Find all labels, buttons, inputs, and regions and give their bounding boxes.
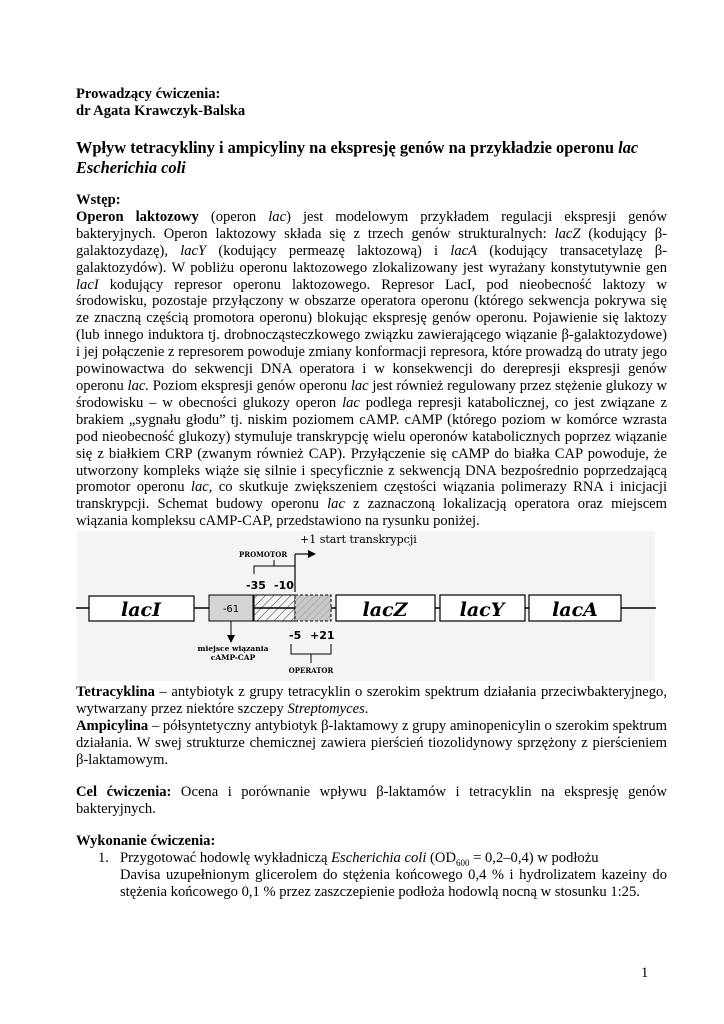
intro-text: ) jest modelowym przykładem regulacji ekspresji genów bakteryjnych. Operon laktozowy składa się z trzech genów strukturalnych: [76, 208, 667, 242]
gene-name: lac [268, 208, 287, 225]
pos-m61: -61 [222, 604, 240, 615]
intro-heading: Wstęp: [76, 192, 121, 208]
intro-text: podlega represji katabolicznej, co jest związane z brakiem „sygnału głodu” tj. niskim poziomem cAMP. cAMP (którego poziom w komórce wzrasta pod nieobecność glukozy) stymuluje transkrypcję wielu operonów katabolicznych poprzez wiązanie się z białkiem CRP (zwanym również CAP). Przyłączenie się cAMP do białka CAP powoduje, że utworzony kompleks wiąże się silnie i specyficznie z sekwencją DNA bezpośrednio poprzedzającą promotor operonu [76, 394, 668, 496]
execution-section [76, 833, 667, 901]
pos-p21: +21 [310, 629, 335, 642]
organism-name: Escherichia coli [331, 849, 427, 866]
intro-text: kodujący represor operonu laktozowego. Represor LacI, pod nieobecność laktozy w środowisku, pozostaje przyłączony w obszarze operatora operonu (którego sekwencja pokrywa się ze znaczną częścią promotora operonu) blokując ekspresję genów operonu. Pojawienie się laktozy (lub innego induktora tj. drobnocząsteczkowego związku zawierającego wiązanie β-galaktozydowe) i jej połączenie z represorem powoduje zmiany konformacji represora, które prowadzą do utraty jego powinowactwa do sekwencji DNA operatora i w konsekwencji do derepresji ekspresji genów operonu [76, 276, 667, 394]
gene-name: lac [342, 394, 360, 411]
intro-text: (kodujący permeazę laktozową) i [206, 242, 451, 259]
pos-m5: -5 [289, 629, 302, 642]
gene-name: lacA [450, 242, 478, 259]
title-organism: Escherichia coli [76, 158, 186, 177]
gene-laca-label: lacA [552, 599, 598, 621]
gene-name: lac [190, 479, 209, 496]
goal-text: Ocena i porównanie wpływu β-laktamów i tetracyklin na ekspresję genów bakteryjnych. [76, 784, 667, 817]
pos-m35: -35 [246, 579, 266, 592]
document-title [76, 138, 667, 178]
gene-name: lacZ [554, 225, 581, 242]
step-text: (OD [426, 849, 456, 866]
gene-name: lacI [76, 276, 99, 293]
gene-lacz-label: lacZ [362, 599, 408, 621]
goal-label: Cel ćwiczenia: [76, 784, 172, 800]
tetracycline-term: Tetracyklina [76, 684, 155, 700]
title-text: Wpływ tetracykliny i ampicyliny na ekspresję genów na przykładzie operonu [76, 138, 615, 157]
tetracycline-text: – antybiotyk z grupy tetracyklin o szerokim spektrum działania przeciwbakteryjnego, wytwarzany przez niektóre szczepy [76, 684, 667, 717]
author-block [76, 86, 245, 120]
ampicillin-term: Ampicylina [76, 717, 149, 734]
intro-paragraph [76, 209, 667, 530]
step-1-text [120, 850, 667, 901]
gene-laci-label: lacI [121, 599, 161, 621]
intro-text: , co skutkuje zwiększeniem częstości wiązania polimerazy RNA i inicjacji transkrypcji. Schemat budowy operonu [76, 479, 667, 513]
promotor-label: PROMOTOR [239, 550, 288, 559]
gene-name: lacY [180, 242, 207, 259]
cap-label-2: cAMP-CAP [210, 653, 256, 662]
operator-label: OPERATOR [288, 666, 334, 675]
step-1 [76, 850, 667, 901]
tetracycline-paragraph [76, 684, 667, 718]
pos-m10: -10 [274, 579, 294, 592]
step-text: Przygotować hodowlę wykładniczą [120, 849, 332, 866]
tetracycline-text-end: . [364, 700, 369, 717]
od-subscript: 600 [455, 857, 470, 868]
instructor-name: dr Agata Krawczyk-Balska [76, 103, 246, 119]
operon-term: Operon laktozowy [76, 208, 199, 225]
page-number: 1 [641, 965, 649, 981]
intro-text: (operon [198, 208, 269, 225]
operator-region [295, 595, 331, 621]
gene-name: lac [327, 496, 345, 513]
goal-paragraph [76, 784, 667, 818]
gene-name: lac. [127, 377, 150, 394]
intro-text: Poziom ekspresji genów operonu [149, 377, 351, 394]
instructor-label: Prowadzący ćwiczenia: [76, 86, 221, 102]
gene-lacy-label: lacY [459, 599, 505, 621]
intro-text: z zaznaczoną lokalizacją operatora oraz miejscem wiązania kompleksu cAMP-CAP, przedstawiono na rysunku poniżej. [76, 496, 668, 530]
step-text: = 0,2–0,4) w podłożu [469, 849, 599, 866]
intro-section [76, 192, 667, 530]
step-number: 1. [98, 849, 109, 866]
ampicillin-paragraph [76, 718, 667, 769]
goal-section [76, 784, 667, 818]
title-lac: lac [618, 138, 639, 157]
organism-name: Streptomyces [287, 700, 365, 717]
execution-heading: Wykonanie ćwiczenia: [76, 833, 216, 849]
start-label: +1 start transkrypcji [300, 533, 417, 546]
gene-name: lac [350, 377, 369, 394]
step-text: Davisa uzupełnionym glicerolem do stężenia końcowego 0,4 % i hydrolizatem kazeiny do stężenia końcowego 0,1 % przez zaszczepienie podłoża hodowlą nocną w stosunku 1:25. [120, 866, 667, 900]
promoter-region [254, 595, 295, 621]
intro-text: jest również regulowany przez stężenie glukozy w środowisku – w obecności glukozy operon [76, 377, 667, 411]
intro-text: (kodujący transacetylazę β-galaktozydów). W pobliżu operonu laktozowego zlokalizowany jest wyrażany konstytutywnie gen [76, 242, 667, 276]
antibiotics-section [76, 684, 667, 769]
cap-label-1: miejsce wiązania [197, 644, 269, 653]
intro-text: (kodujący β-galaktozydazę), [76, 225, 667, 259]
lac-operon-diagram [76, 530, 656, 682]
ampicillin-text: – półsyntetyczny antybiotyk β-laktamowy z grupy aminopenicylin o szerokim spektrum działania. W swej strukturze chemicznej zawiera pierścień tiozolidynowy sprzężony z pierścieniem β-laktamowym. [76, 717, 667, 768]
